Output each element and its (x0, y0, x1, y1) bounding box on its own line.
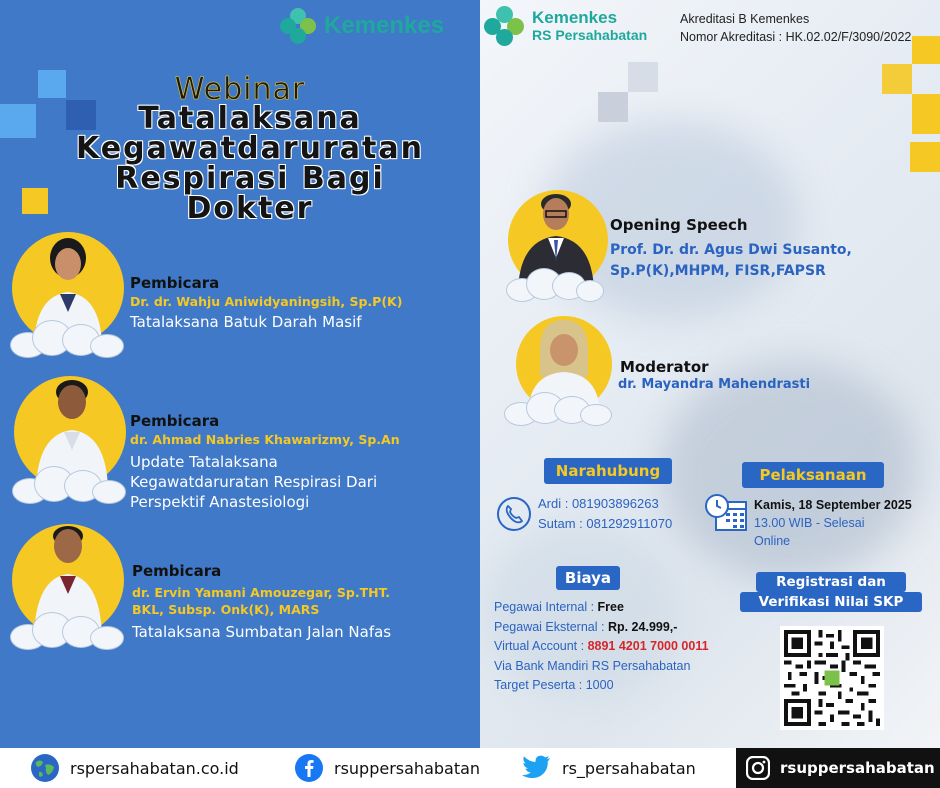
speaker-2-role: Pembicara (130, 412, 220, 430)
rs-logo-line1: Kemenkes (532, 8, 618, 27)
instagram-text: rsuppersahabatan (780, 759, 935, 777)
webinar-label: Webinar (174, 72, 306, 107)
pelaksanaan-label: Pelaksanaan (742, 462, 884, 488)
footer-twitter[interactable] (520, 748, 696, 788)
speaker-1-name: Dr. dr. Wahju Aniwidyaningsih, Sp.P(K) (130, 294, 403, 309)
moderator-name: dr. Mayandra Mahendrasti (618, 377, 811, 392)
instagram-icon (746, 756, 770, 780)
speaker-2-name: dr. Ahmad Nabries Khawarizmy, Sp.An (130, 432, 400, 447)
event-time: 13.00 WIB - Selesai (754, 516, 865, 530)
twitter-icon (520, 754, 552, 782)
contact-sutam[interactable]: Sutam : 081292911070 (538, 516, 673, 531)
deco-square (628, 62, 658, 92)
deco-square (0, 104, 36, 138)
opening-speech-label: Opening Speech (610, 216, 748, 234)
cloud-decoration (506, 264, 606, 304)
moderator-label: Moderator (620, 358, 709, 376)
deco-square (598, 92, 628, 122)
webinar-title: Tatalaksana Kegawatdaruratan Respirasi Bagi Dokter (76, 101, 424, 226)
event-date: Kamis, 18 September 2025 (754, 498, 912, 512)
footer-facebook[interactable] (294, 748, 480, 788)
phone-icon (496, 496, 532, 532)
event-mode: Online (754, 534, 791, 548)
deco-square (912, 94, 940, 134)
kemenkes-logo-icon (280, 8, 316, 44)
rs-persahabatan-logo-icon (484, 6, 524, 46)
biaya-details: Pegawai Internal : Free Pegawai Eksternal : Rp. 24.999,- Virtual Account : 8891 4201 7000 0011 Via Bank Mandiri RS Persahabatan Target Peserta : 1000 (494, 600, 709, 692)
website-text: rspersahabatan.co.id (70, 758, 239, 778)
speaker-2-topic: Update Tatalaksana Kegawatdaruratan Respirasi Dari Perspektif Anastesiologi (130, 453, 378, 511)
speaker-3-name: dr. Ervin Yamani Amouzegar, Sp.THT. BKL, Subsp. Onk(K), MARS (132, 585, 390, 617)
pelaksanaan-details (754, 496, 912, 550)
contact-ardi[interactable]: Ardi : 081903896263 (538, 496, 659, 511)
narahubung-label: Narahubung (544, 458, 672, 484)
footer-instagram[interactable] (736, 748, 940, 788)
biaya-label: Biaya (556, 566, 620, 590)
cloud-decoration (504, 388, 614, 428)
deco-square (910, 142, 940, 172)
left-panel (0, 0, 480, 748)
rs-logo-line2: RS Persahabatan (532, 27, 648, 43)
globe-icon (30, 753, 60, 783)
speaker-1-role: Pembicara (130, 274, 220, 292)
narahubung-contacts (538, 494, 672, 534)
deco-square (912, 36, 940, 64)
virtual-account-number: 8891 4201 7000 0011 (587, 639, 709, 653)
cloud-decoration (12, 462, 128, 506)
facebook-icon (294, 753, 324, 783)
twitter-text: rs_persahabatan (562, 758, 696, 778)
speaker-3-role: Pembicara (132, 562, 222, 580)
speaker-3-topic: Tatalaksana Sumbatan Jalan Nafas (132, 623, 392, 641)
kemenkes-logo (280, 8, 444, 44)
speaker-1-topic: Tatalaksana Batuk Darah Masif (130, 313, 362, 331)
registrasi-label-1: Registrasi dan (756, 572, 906, 592)
cloud-decoration (10, 316, 126, 360)
eksternal-price: Rp. 24.999,- (607, 619, 678, 634)
kemenkes-logo-text: Kemenkes (324, 12, 445, 39)
calendar-clock-icon (704, 492, 748, 532)
opening-speaker-name: Prof. Dr. dr. Agus Dwi Susanto, Sp.P(K),MHPM, FISR,FAPSR (610, 242, 852, 279)
facebook-text: rsuppersahabatan (334, 758, 481, 778)
cloud-decoration (10, 608, 126, 652)
registrasi-label-2: Verifikasi Nilai SKP (740, 592, 922, 612)
akreditasi-info: Akreditasi B Kemenkes Nomor Akreditasi : HK.02.02/F/3090/2022 (680, 12, 912, 44)
deco-square (882, 64, 912, 94)
rs-persahabatan-logo (484, 6, 647, 46)
footer-website[interactable] (30, 748, 239, 788)
registration-qr-code[interactable] (780, 626, 884, 730)
internal-price: Free (597, 600, 624, 614)
